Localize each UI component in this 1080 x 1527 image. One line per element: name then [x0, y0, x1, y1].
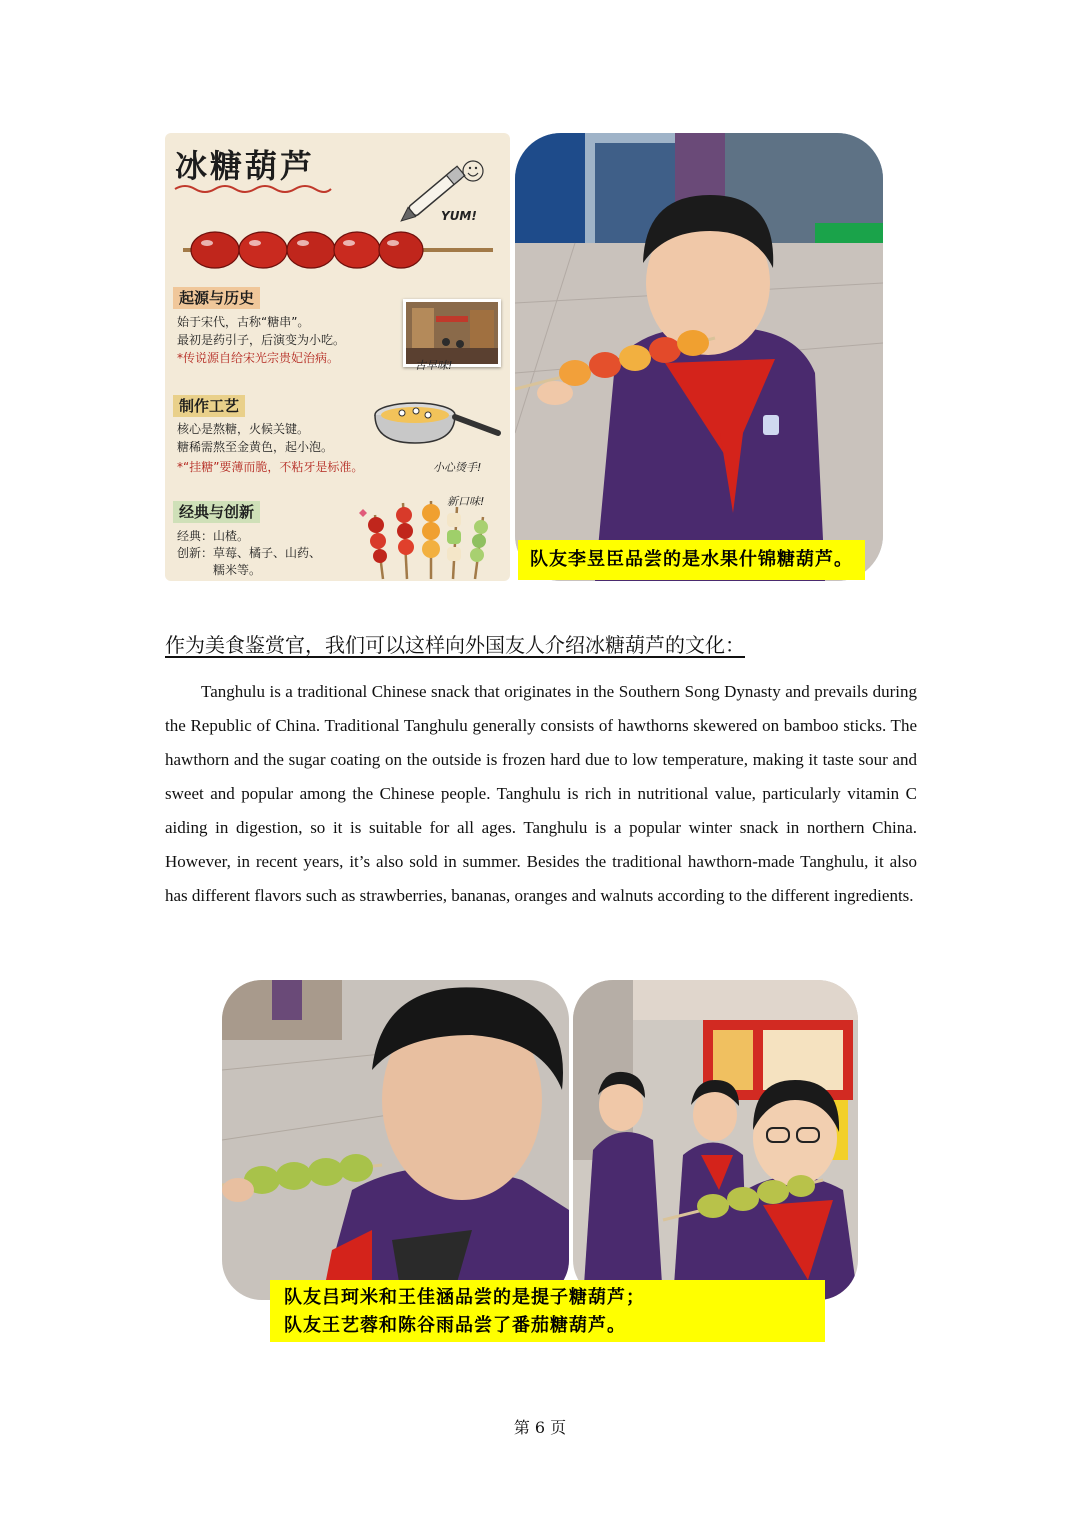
section-heading-origin: 起源与历史 [173, 287, 260, 309]
section-note: *“挂糖”要薄而脆，不粘牙是标准。 [177, 460, 364, 474]
doodle-tag: 古早味! [415, 359, 453, 372]
section-heading-classic: 经典与创新 [173, 501, 260, 523]
section-text: 经典：山楂。 [177, 529, 250, 543]
section-text: 始于宋代，古称“糖串”。 [177, 315, 310, 329]
section-text: 最初是药引子，后演变为小吃。 [177, 333, 346, 347]
caption-bottom-photos [270, 1280, 825, 1342]
photo-girls-tomato-tanghulu [573, 980, 858, 1300]
caption-line: 队友王艺蓉和陈谷雨品尝了番茄糖葫芦。 [284, 1315, 626, 1336]
photo-boy-eating-tanghulu [515, 133, 883, 581]
page-number: 第 6 页 [513, 1418, 567, 1437]
photo-boy-grape-tanghulu [222, 980, 569, 1300]
section-text: 糖稀需熬至金黄色，起小泡。 [177, 440, 334, 454]
hawthorn-skewer-illustration [173, 217, 503, 275]
section-text: 创新：草莓、橘子、山药、 [177, 546, 322, 560]
infographic-title: 冰糖葫芦 [175, 147, 316, 185]
section-note: *传说源自给宋光宗贵妃治病。 [177, 351, 340, 365]
title-underline-squiggle [173, 183, 333, 195]
doodle-tag: 小心烫手! [433, 461, 482, 474]
section-text: 核心是熬糖，火候关键。 [177, 422, 310, 436]
intro-heading: 作为美食鉴赏官，我们可以这样向外国友人介绍冰糖葫芦的文化： [165, 633, 745, 657]
saucepan-icon [370, 389, 505, 451]
section-heading-craft: 制作工艺 [173, 395, 245, 417]
yum-label: YUM! [441, 209, 477, 223]
assorted-skewers-illustration [355, 495, 505, 581]
doodle-tag: 新口味! [447, 495, 485, 508]
caption-top-photo: 队友李昱臣品尝的是水果什锦糖葫芦。 [518, 540, 865, 580]
intro-paragraph: Tanghulu is a traditional Chinese snack that originates in the Southern Song Dynasty and prevails during the Republic of China. Traditional Tanghulu generally consists of hawthorns skewered on bamboo sticks. The hawthorn and the sugar coating on the outside is frozen hard due to low temperature, making it taste sour and sweet and popular among the Chinese people. Tanghulu is rich in nutritional value, particularly vitamin C aiding in digestion, so it is suitable for all ages. Tanghulu is a popular winter snack in northern China. However, in recent years, it’s also sold in summer. Besides the traditional hawthorn-made Tanghulu, it also has different flavors such as strawberries, bananas, oranges and walnuts according to the different ingredients. [165, 682, 917, 905]
section-text: 糯米等。 [177, 563, 262, 577]
caption-line: 队友吕珂米和王佳涵品尝的是提子糖葫芦； [284, 1287, 645, 1308]
tanghulu-infographic [165, 133, 510, 581]
